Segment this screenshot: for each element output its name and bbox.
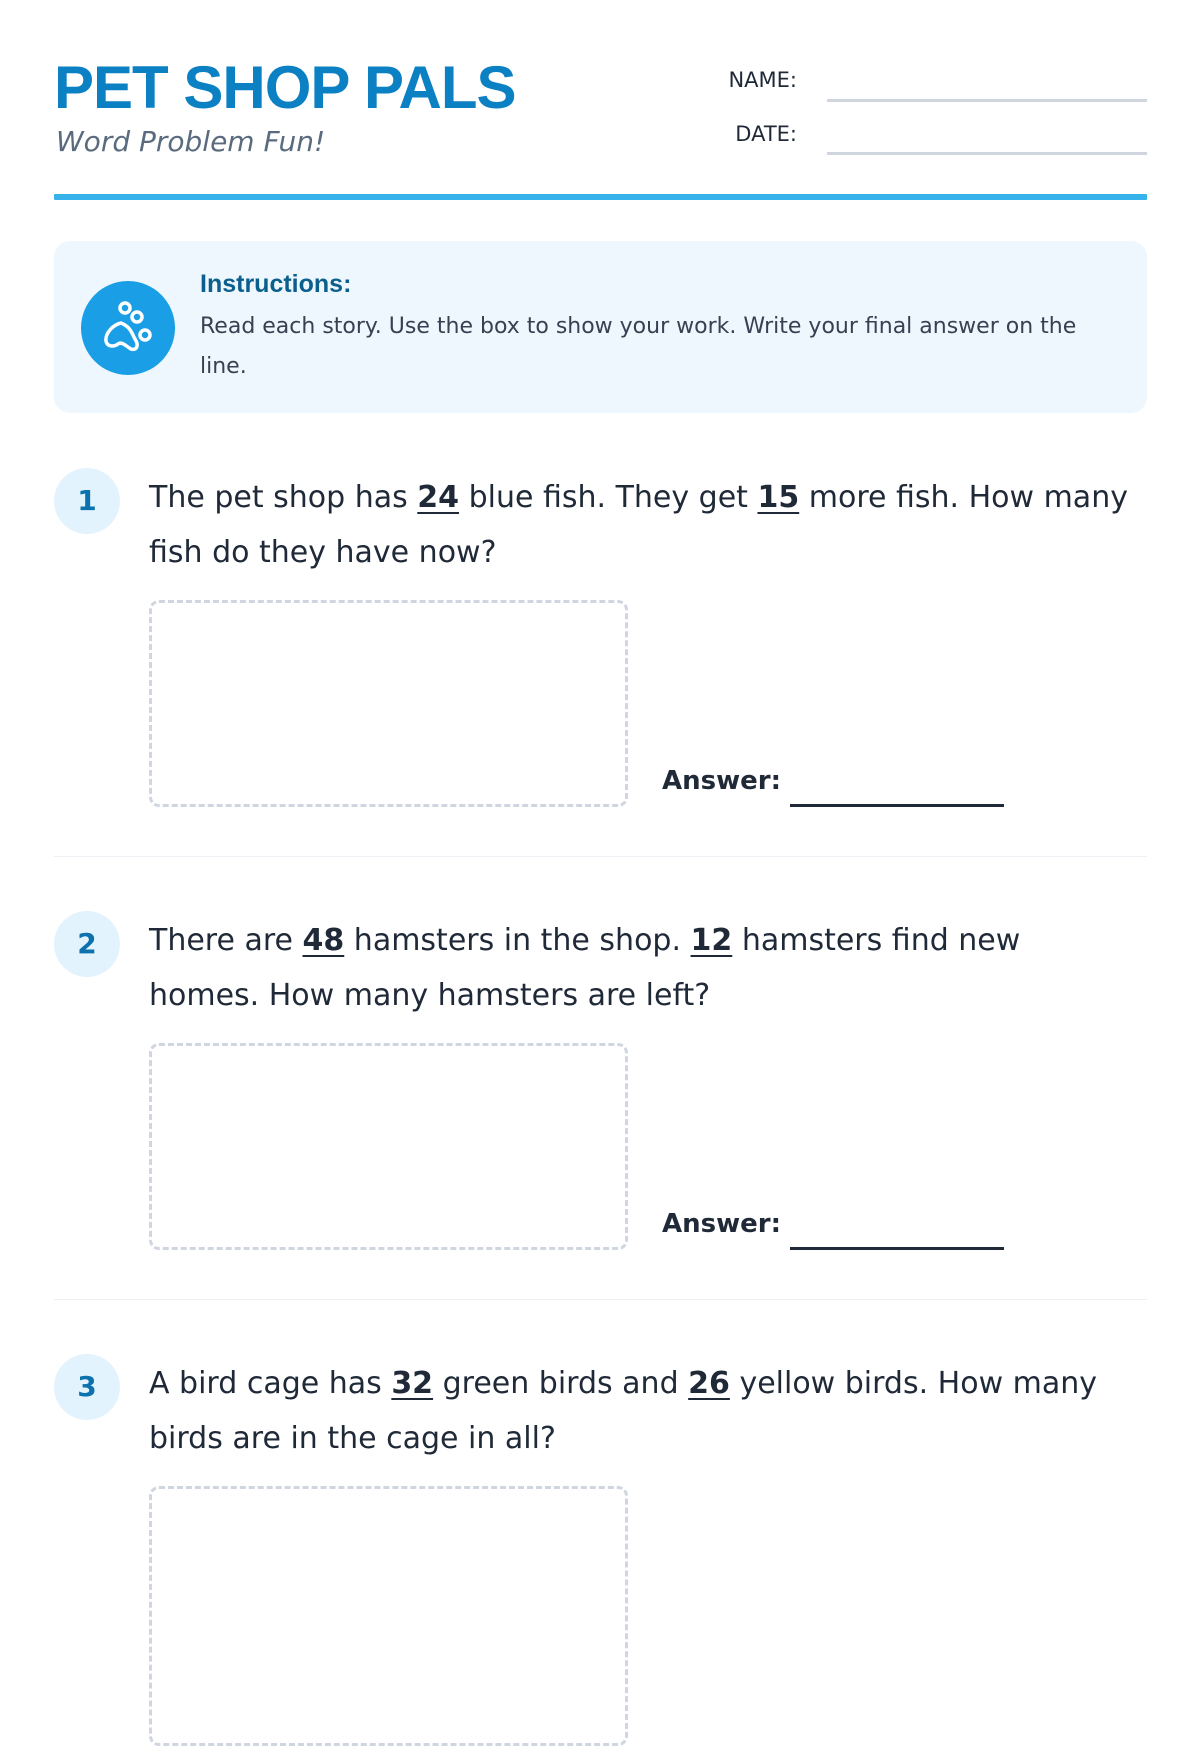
problem-text: The pet shop has 24 blue fish. They get 15 more fish. How many fish do they have now? bbox=[149, 480, 1128, 570]
worksheet-page bbox=[54, 0, 1147, 1600]
answer-field[interactable] bbox=[790, 1247, 1004, 1250]
problem-number-value: 12 bbox=[690, 923, 733, 958]
answer-label: Answer: bbox=[662, 766, 781, 796]
problem-number-value: 24 bbox=[417, 480, 460, 515]
problem-number-value: 26 bbox=[688, 1366, 730, 1401]
problem-divider bbox=[54, 1299, 1147, 1300]
instructions-heading: Instructions: bbox=[200, 270, 352, 298]
header-divider bbox=[54, 194, 1147, 200]
answer-label: Answer: bbox=[662, 1209, 781, 1239]
instructions-panel bbox=[54, 241, 1147, 413]
date-label: DATE: bbox=[735, 122, 797, 146]
page-title: PET SHOP PALS bbox=[54, 54, 516, 121]
problem-number-badge: 1 bbox=[54, 468, 120, 534]
page-subtitle: Word Problem Fun! bbox=[56, 125, 326, 158]
problem-number-badge: 2 bbox=[54, 911, 120, 977]
instructions-text: Read each story. Use the box to show your work. Write your final answer on the line. bbox=[200, 314, 1077, 379]
problem-number-value: 48 bbox=[302, 923, 345, 958]
answer-field[interactable] bbox=[790, 804, 1004, 807]
date-field[interactable] bbox=[827, 152, 1147, 155]
problem-divider bbox=[54, 856, 1147, 857]
work-box[interactable] bbox=[149, 600, 628, 807]
name-field[interactable] bbox=[827, 99, 1147, 102]
problem-text: There are 48 hamsters in the shop. 12 hamsters find new homes. How many hamsters are left? bbox=[149, 923, 1021, 1013]
work-box[interactable] bbox=[149, 1043, 628, 1250]
worksheet-header bbox=[54, 48, 1147, 198]
work-box[interactable] bbox=[149, 1486, 628, 1746]
problem-number-badge: 3 bbox=[54, 1354, 120, 1420]
problem-number-value: 32 bbox=[391, 1366, 434, 1401]
paw-print-icon bbox=[81, 281, 175, 375]
problem-number-value: 15 bbox=[757, 480, 800, 515]
name-label: NAME: bbox=[728, 68, 797, 92]
problem-text: A bird cage has 32 green birds and 26 yellow birds. How many birds are in the cage in all? bbox=[149, 1366, 1098, 1456]
